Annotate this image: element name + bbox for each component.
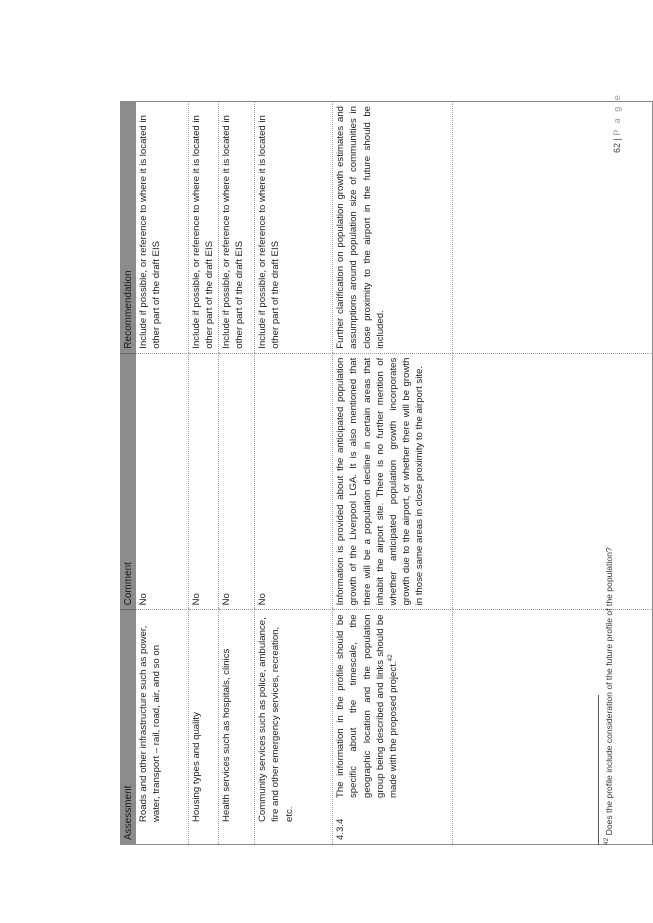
comment-cell: No bbox=[188, 353, 218, 610]
comment-cell: Information is provided about the anticipated population growth of the Liverpool LGA. It is also mentioned that there will be a population decline in certain areas that inhabit the airport site. There is no further mention of whether anticipated population growth incorporates growth due to the airport, or whether there will be growth in those same areas in close proximity to the airport site. bbox=[333, 353, 453, 610]
table-row bbox=[136, 102, 188, 845]
assessment-body: The information in the profile should be specific about the timescale, the geographic location and the population group being described and links should be made with the proposed project. bbox=[335, 614, 399, 798]
recommendation-cell: Include if possible, or reference to where it is located in other part of the draft EIS bbox=[188, 102, 218, 354]
recommendation-cell bbox=[453, 102, 653, 354]
footnote-ref: 42 bbox=[386, 654, 394, 662]
header-recommendation: Recommendation bbox=[121, 102, 137, 354]
assessment-text: Health services such as hospitals, clinics bbox=[221, 648, 233, 822]
recommendation-cell: Include if possible, or reference to where it is located in other part of the draft EIS bbox=[219, 102, 255, 354]
footnote bbox=[604, 547, 614, 845]
assessment-text: Community services such as police, ambulance, fire and other emergency services, recreation, etc. bbox=[257, 617, 295, 822]
table-row bbox=[255, 102, 333, 845]
assessment-cell bbox=[333, 610, 453, 845]
assessment-cell bbox=[255, 610, 333, 845]
header-comment: Comment bbox=[121, 353, 137, 610]
assessment-table bbox=[120, 101, 653, 845]
comment-cell bbox=[453, 353, 653, 610]
header-assessment: Assessment bbox=[121, 610, 137, 845]
recommendation-cell: Further clarification on population growth estimates and assumptions around population size of communities in close proximity to the airport in the future should be included. bbox=[333, 102, 453, 354]
page-label: P a g e bbox=[612, 93, 622, 136]
assessment-cell bbox=[188, 610, 218, 845]
comment-cell: No bbox=[136, 353, 188, 610]
comment-cell: No bbox=[219, 353, 255, 610]
page-number bbox=[612, 93, 622, 153]
footnote-text: Does the profile include consideration of the future profile of the population? bbox=[604, 547, 614, 836]
comment-cell: No bbox=[255, 353, 333, 610]
table-row bbox=[188, 102, 218, 845]
assessment-text: Roads and other infrastructure such as power, water, transport – rail, road, air, and so on bbox=[138, 625, 163, 822]
assessment-cell bbox=[136, 610, 188, 845]
recommendation-cell: Include if possible, or reference to where it is located in other part of the draft EIS bbox=[255, 102, 333, 354]
section-number: 4.3.4 bbox=[335, 818, 347, 840]
table-header-row bbox=[121, 102, 137, 845]
recommendation-cell: Include if possible, or reference to where it is located in other part of the draft EIS bbox=[136, 102, 188, 354]
footnote-number: 42 bbox=[603, 837, 611, 845]
footnote-rule bbox=[598, 695, 599, 845]
assessment-cell bbox=[219, 610, 255, 845]
table-row bbox=[333, 102, 453, 845]
table-row bbox=[219, 102, 255, 845]
assessment-text: Housing types and quality bbox=[190, 712, 202, 822]
page-number-separator: | bbox=[612, 138, 622, 141]
page-number-value: 62 bbox=[612, 142, 622, 153]
table-row bbox=[453, 102, 653, 845]
assessment-text bbox=[334, 614, 400, 798]
assessment-cell bbox=[453, 610, 653, 845]
